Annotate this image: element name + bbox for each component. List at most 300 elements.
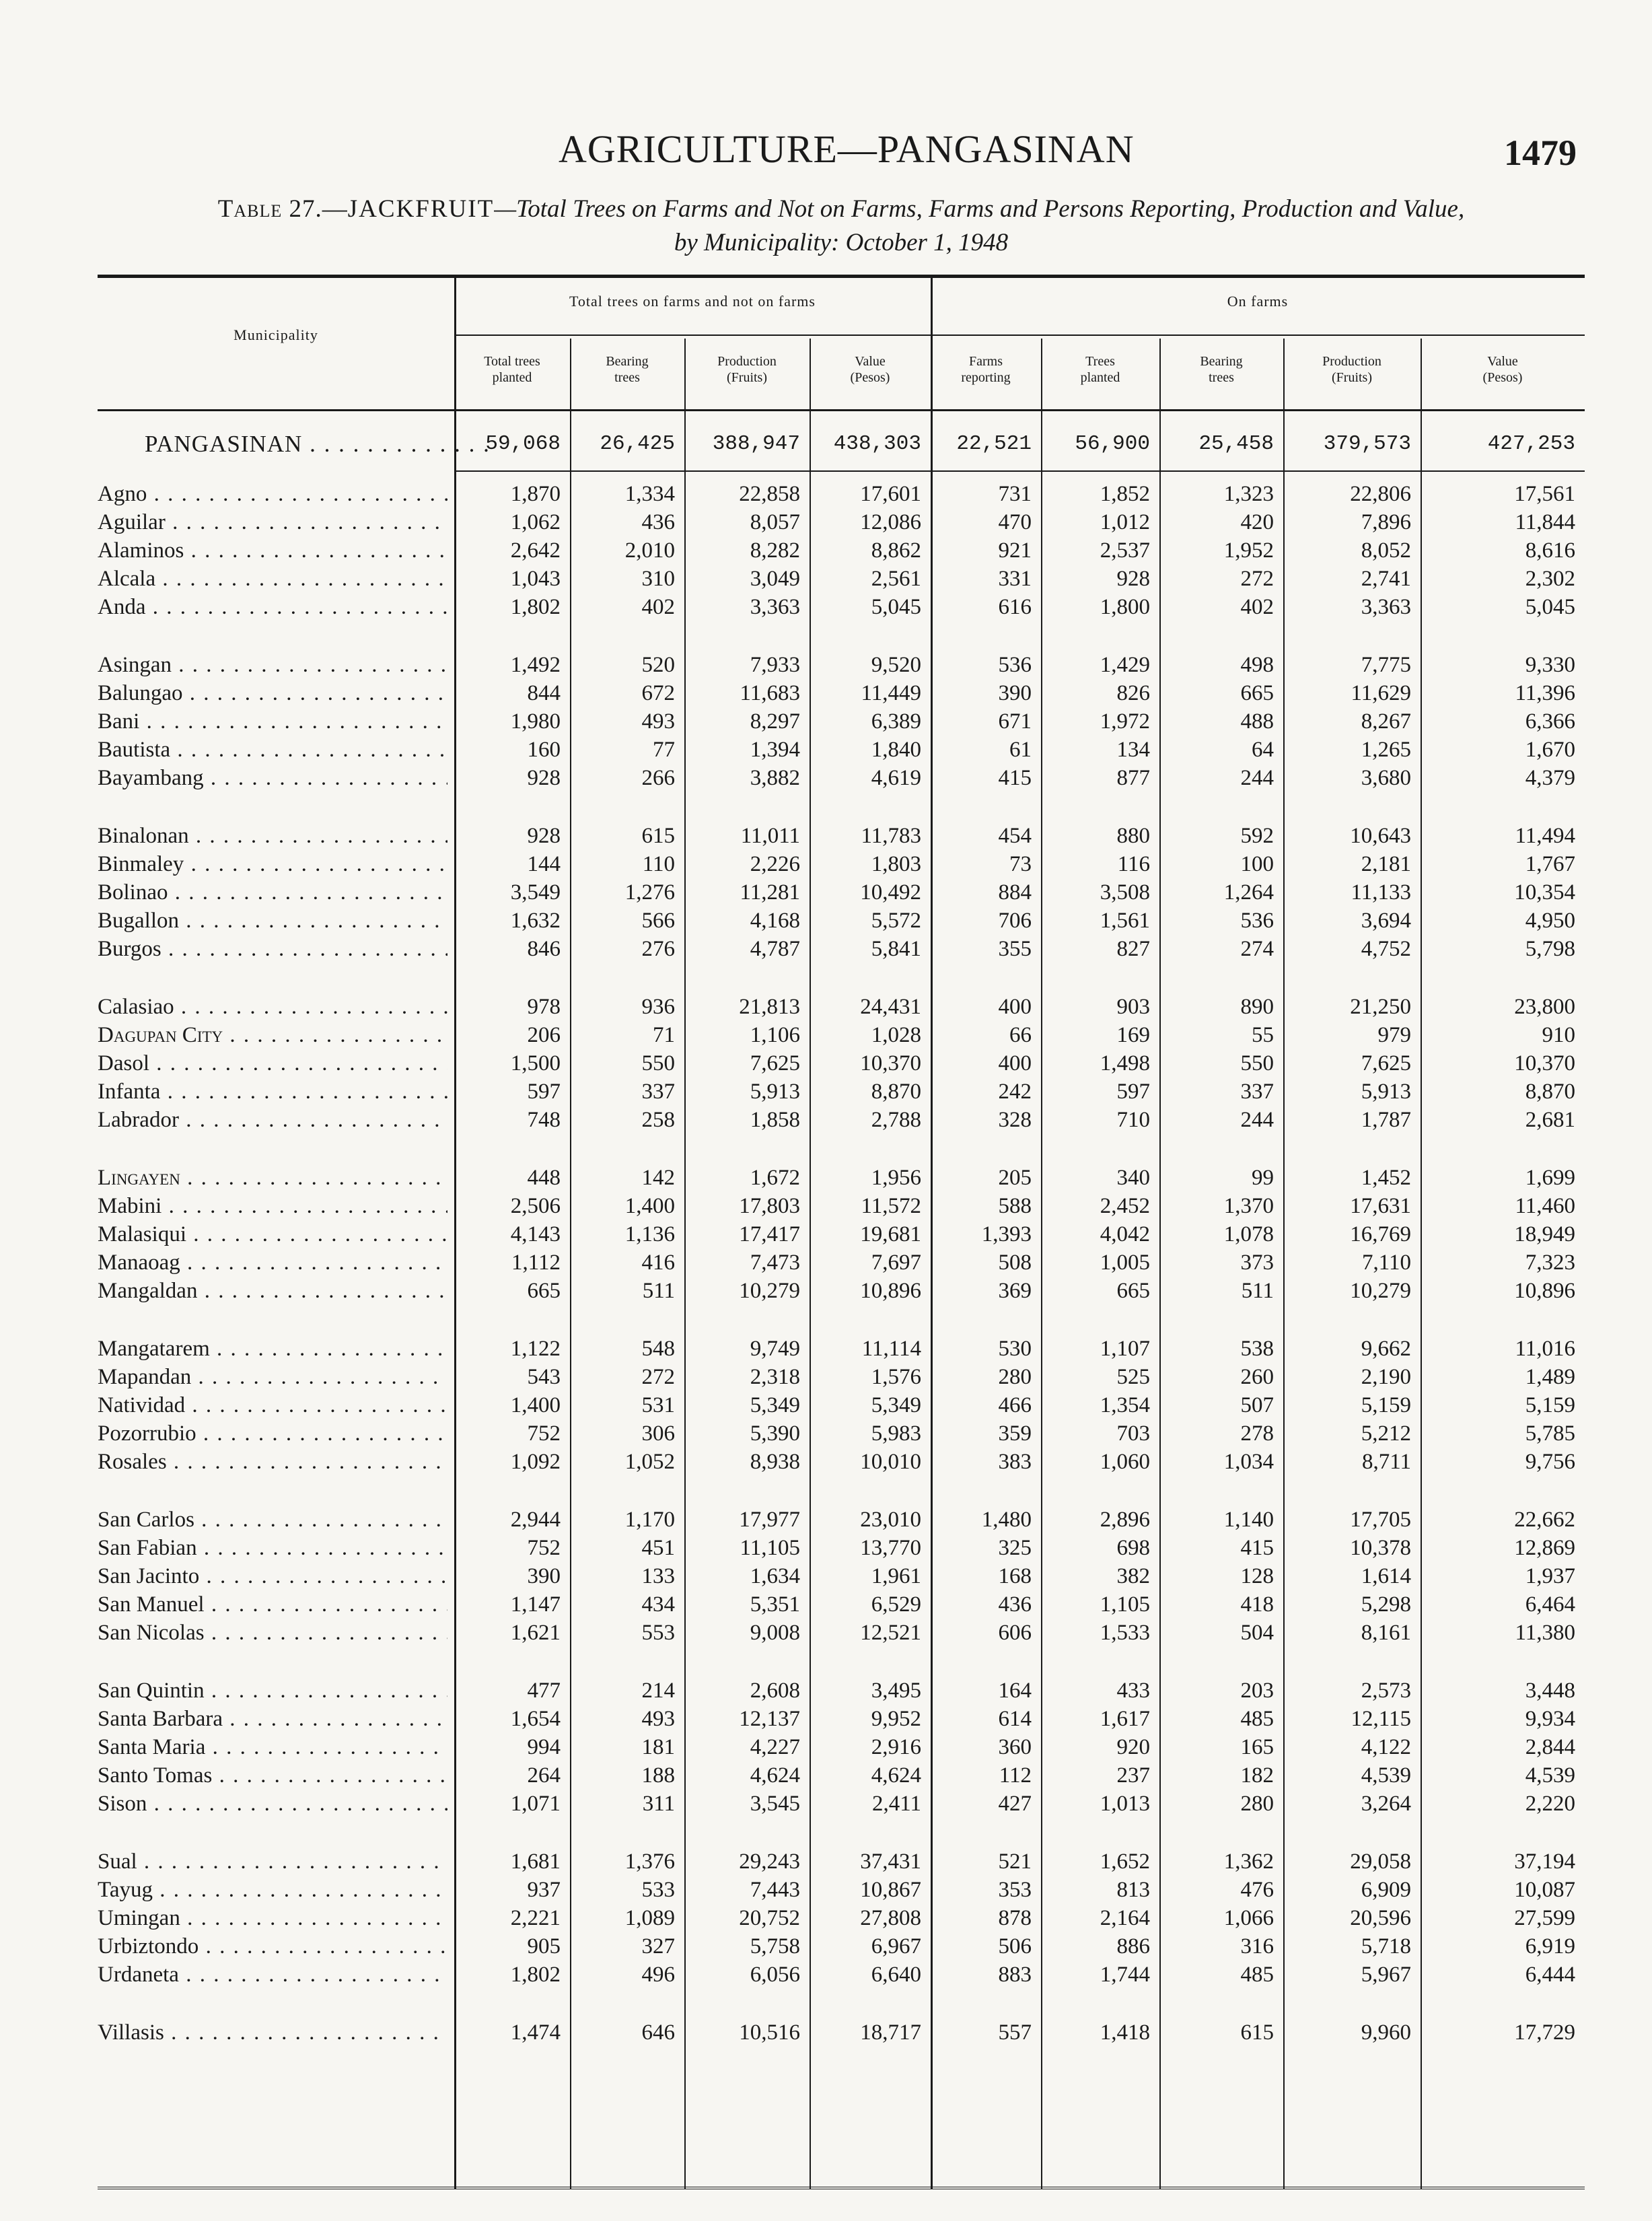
cell-production-fruits: 4,624: [750, 1763, 800, 1788]
cell-farm-trees-planted: 1,354: [1100, 1393, 1150, 1417]
total-row: [98, 430, 1585, 458]
column-header-farm-bearing-trees: [1159, 353, 1283, 386]
cell-farm-trees-planted: 525: [1116, 1365, 1150, 1389]
cell-total-trees-planted: 905: [527, 1934, 561, 1959]
cell-farm-trees-planted: 597: [1116, 1080, 1150, 1104]
cell-farm-value-pesos: 5,798: [1525, 937, 1575, 961]
cell-farm-bearing-trees: 538: [1240, 1337, 1274, 1361]
cell-farms-reporting: 883: [998, 1963, 1032, 1987]
table-row: [98, 1619, 1585, 1647]
column-header-line: reporting: [961, 370, 1011, 385]
cell-farm-production-fruits: 22,806: [1350, 482, 1411, 506]
cell-farm-production-fruits: 6,909: [1361, 1878, 1411, 1902]
cell-bearing-trees: 142: [641, 1166, 675, 1190]
municipality-name: Burgos . . .: [98, 935, 447, 963]
cell-production-fruits: 4,787: [750, 937, 800, 961]
column-header-line: planted: [492, 370, 532, 385]
cell-farm-bearing-trees: 1,140: [1223, 1508, 1274, 1532]
column-header-production-fruits: [684, 353, 810, 386]
cell-farm-trees-planted: 1,012: [1100, 510, 1150, 534]
table-subject: JACKFRUIT: [347, 195, 495, 223]
cell-value-pesos: 9,952: [871, 1707, 921, 1731]
cell-farm-trees-planted: 1,107: [1100, 1337, 1150, 1361]
cell-farm-value-pesos: 6,366: [1525, 709, 1575, 734]
municipality-name: San Jacinto . . .: [98, 1562, 447, 1590]
cell-farms-reporting: 415: [998, 766, 1032, 790]
cell-farms-reporting: 325: [998, 1536, 1032, 1560]
cell-farm-trees-planted: 237: [1116, 1763, 1150, 1788]
cell-bearing-trees: 1,400: [624, 1194, 675, 1218]
cell-farm-production-fruits: 3,264: [1361, 1792, 1411, 1816]
cell-farm-value-pesos: 8,616: [1525, 538, 1575, 563]
cell-farm-value-pesos: 17,729: [1514, 2020, 1575, 2045]
cell-bearing-trees: 272: [641, 1365, 675, 1389]
cell-farm-bearing-trees: 100: [1240, 852, 1274, 876]
cell-farm-trees-planted: 2,537: [1100, 538, 1150, 563]
cell-production-fruits: 3,545: [750, 1792, 800, 1816]
cell-farm-production-fruits: 2,190: [1361, 1365, 1411, 1389]
cell-bearing-trees: 181: [641, 1735, 675, 1759]
municipality-name: Santa Maria . . .: [98, 1733, 447, 1761]
cell-farm-value-pesos: 6,919: [1525, 1934, 1575, 1959]
column-header-bearing-trees: [570, 353, 684, 386]
column-header-line: Total trees: [484, 354, 540, 369]
table-row: [98, 679, 1585, 707]
cell-bearing-trees: 1,089: [624, 1906, 675, 1930]
jackfruit-table: [98, 275, 1585, 2189]
cell-total-trees-planted: 1,492: [510, 653, 561, 677]
cell-farm-bearing-trees: 476: [1240, 1878, 1274, 1902]
cell-value-pesos: 2,916: [871, 1735, 921, 1759]
municipality-name: Bayambang . . .: [98, 764, 447, 792]
cell-farms-reporting: 530: [998, 1337, 1032, 1361]
cell-farm-value-pesos: 1,699: [1525, 1166, 1575, 1190]
cell-production-fruits: 2,318: [750, 1365, 800, 1389]
municipality-name: Labrador . . .: [98, 1106, 447, 1134]
column-divider: [931, 278, 933, 409]
cell-value-pesos: 6,640: [871, 1963, 921, 1987]
cell-farm-trees-planted: 1,418: [1100, 2020, 1150, 2045]
cell-value-pesos: 5,045: [871, 595, 921, 619]
cell-value-pesos: 2,788: [871, 1108, 921, 1132]
cell-production-fruits: 1,858: [750, 1108, 800, 1132]
cell-farm-value-pesos: 6,464: [1525, 1592, 1575, 1617]
cell-farm-bearing-trees: 1,323: [1223, 482, 1274, 506]
cell-farm-trees-planted: 813: [1116, 1878, 1150, 1902]
cell-farm-bearing-trees: 316: [1240, 1934, 1274, 1959]
cell-farm-production-fruits: 8,052: [1361, 538, 1411, 563]
municipality-name: Sison . . .: [98, 1790, 447, 1818]
cell-total-trees-planted: 1,062: [510, 510, 561, 534]
column-header-line: Farms: [969, 354, 1003, 369]
total-rule: [454, 470, 1585, 472]
cell-value-pesos: 24,431: [860, 995, 921, 1019]
cell-farms-reporting: 383: [998, 1450, 1032, 1474]
cell-bearing-trees: 133: [641, 1564, 675, 1588]
table-row: [98, 1847, 1585, 1876]
cell-farm-production-fruits: 10,279: [1350, 1279, 1411, 1303]
cell-bearing-trees: 71: [653, 1023, 675, 1047]
cell-bearing-trees: 26,425: [600, 432, 675, 456]
cell-bearing-trees: 337: [641, 1080, 675, 1104]
cell-farms-reporting: 205: [998, 1166, 1032, 1190]
cell-total-trees-planted: 1,400: [510, 1393, 561, 1417]
municipality-name: Mapandan . . .: [98, 1363, 447, 1391]
municipality-name: Alaminos . . .: [98, 536, 447, 565]
cell-bearing-trees: 266: [641, 766, 675, 790]
cell-bearing-trees: 436: [641, 510, 675, 534]
municipality-name: Aguilar . . .: [98, 508, 447, 536]
cell-farm-production-fruits: 11,629: [1351, 681, 1411, 705]
cell-production-fruits: 17,977: [739, 1508, 800, 1532]
cell-farms-reporting: 1,393: [981, 1222, 1032, 1246]
cell-bearing-trees: 1,376: [624, 1849, 675, 1874]
cell-farm-value-pesos: 27,599: [1514, 1906, 1575, 1930]
cell-farm-value-pesos: 1,767: [1525, 852, 1575, 876]
cell-farm-production-fruits: 3,680: [1361, 766, 1411, 790]
cell-production-fruits: 5,390: [750, 1421, 800, 1446]
cell-production-fruits: 6,056: [750, 1963, 800, 1987]
cell-total-trees-planted: 1,474: [510, 2020, 561, 2045]
table-row: [98, 1790, 1585, 1818]
municipality-name: Urbiztondo . . .: [98, 1932, 447, 1961]
table-row: [98, 935, 1585, 963]
cell-farm-trees-planted: 2,452: [1100, 1194, 1150, 1218]
cell-farm-value-pesos: 11,380: [1515, 1621, 1575, 1645]
cell-total-trees-planted: 3,549: [510, 880, 561, 905]
cell-farm-production-fruits: 29,058: [1350, 1849, 1411, 1874]
cell-value-pesos: 11,449: [861, 681, 921, 705]
cell-farm-value-pesos: 2,681: [1525, 1108, 1575, 1132]
cell-value-pesos: 1,028: [871, 1023, 921, 1047]
cell-bearing-trees: 533: [641, 1878, 675, 1902]
cell-total-trees-planted: 844: [527, 681, 561, 705]
column-header-line: Value: [1487, 354, 1518, 369]
cell-total-trees-planted: 665: [527, 1279, 561, 1303]
cell-production-fruits: 17,803: [739, 1194, 800, 1218]
cell-value-pesos: 10,896: [860, 1279, 921, 1303]
cell-farm-value-pesos: 8,870: [1525, 1080, 1575, 1104]
cell-total-trees-planted: 1,980: [510, 709, 561, 734]
cell-total-trees-planted: 160: [527, 738, 561, 762]
cell-value-pesos: 6,967: [871, 1934, 921, 1959]
cell-production-fruits: 3,363: [750, 595, 800, 619]
municipality-name: Mabini . . .: [98, 1192, 447, 1220]
cell-farm-trees-planted: 920: [1116, 1735, 1150, 1759]
cell-farm-value-pesos: 11,494: [1515, 824, 1575, 848]
cell-production-fruits: 5,913: [750, 1080, 800, 1104]
cell-production-fruits: 1,394: [750, 738, 800, 762]
cell-value-pesos: 10,867: [860, 1878, 921, 1902]
municipality-name: Dagupan City . . .: [98, 1021, 447, 1049]
cell-production-fruits: 11,281: [740, 880, 800, 905]
cell-bearing-trees: 258: [641, 1108, 675, 1132]
cell-farm-production-fruits: 17,631: [1350, 1194, 1411, 1218]
table-row: [98, 878, 1585, 907]
table-bottom-rule: [98, 2187, 1585, 2191]
cell-value-pesos: 13,770: [860, 1536, 921, 1560]
cell-farms-reporting: 878: [998, 1906, 1032, 1930]
cell-production-fruits: 7,443: [750, 1878, 800, 1902]
cell-production-fruits: 11,011: [740, 824, 800, 848]
cell-farm-value-pesos: 11,844: [1515, 510, 1575, 534]
table-row: [98, 907, 1585, 935]
cell-bearing-trees: 434: [641, 1592, 675, 1617]
table-row: [98, 1164, 1585, 1192]
cell-value-pesos: 19,681: [860, 1222, 921, 1246]
cell-farm-trees-planted: 710: [1116, 1108, 1150, 1132]
cell-total-trees-planted: 752: [527, 1421, 561, 1446]
cell-farm-trees-planted: 382: [1116, 1564, 1150, 1588]
table-row: [98, 1049, 1585, 1078]
table-row: [98, 1078, 1585, 1106]
cell-farm-value-pesos: 7,323: [1525, 1250, 1575, 1275]
cell-farms-reporting: 112: [999, 1763, 1032, 1788]
cell-farms-reporting: 616: [998, 595, 1032, 619]
cell-farm-production-fruits: 8,267: [1361, 709, 1411, 734]
municipality-name: Binalonan . . .: [98, 822, 447, 850]
cell-farm-trees-planted: 4,042: [1100, 1222, 1150, 1246]
cell-value-pesos: 23,010: [860, 1508, 921, 1532]
cell-total-trees-planted: 1,632: [510, 909, 561, 933]
cell-farms-reporting: 164: [998, 1679, 1032, 1703]
group-header-on-farms: On farms: [1227, 293, 1289, 310]
cell-production-fruits: 5,351: [750, 1592, 800, 1617]
table-row: [98, 1248, 1585, 1277]
cell-value-pesos: 11,114: [861, 1337, 921, 1361]
cell-production-fruits: 4,227: [750, 1735, 800, 1759]
cell-production-fruits: 3,049: [750, 567, 800, 591]
municipality-name: Natividad . . .: [98, 1391, 447, 1419]
table-row: [98, 1705, 1585, 1733]
cell-farm-value-pesos: 2,302: [1525, 567, 1575, 591]
cell-farm-production-fruits: 7,896: [1361, 510, 1411, 534]
cell-farms-reporting: 353: [998, 1878, 1032, 1902]
cell-farm-value-pesos: 4,539: [1525, 1763, 1575, 1788]
table-row: [98, 480, 1585, 508]
cell-bearing-trees: 310: [641, 567, 675, 591]
cell-farm-trees-planted: 928: [1116, 567, 1150, 591]
cell-farms-reporting: 536: [998, 653, 1032, 677]
table-row: [98, 707, 1585, 736]
cell-farm-bearing-trees: 1,034: [1223, 1450, 1274, 1474]
cell-value-pesos: 5,349: [871, 1393, 921, 1417]
cell-production-fruits: 388,947: [712, 432, 800, 456]
cell-farm-bearing-trees: 274: [1240, 937, 1274, 961]
cell-farm-trees-planted: 1,533: [1100, 1621, 1150, 1645]
cell-farm-trees-planted: 1,561: [1100, 909, 1150, 933]
cell-farm-bearing-trees: 592: [1240, 824, 1274, 848]
cell-farm-production-fruits: 1,265: [1361, 738, 1411, 762]
municipality-name: Sual . . .: [98, 1847, 447, 1876]
cell-value-pesos: 8,870: [871, 1080, 921, 1104]
cell-total-trees-planted: 2,642: [510, 538, 561, 563]
municipality-name: Santo Tomas . . .: [98, 1761, 447, 1790]
cell-farm-value-pesos: 18,949: [1514, 1222, 1575, 1246]
cell-production-fruits: 3,882: [750, 766, 800, 790]
cell-value-pesos: 1,961: [871, 1564, 921, 1588]
cell-bearing-trees: 402: [641, 595, 675, 619]
cell-farm-trees-planted: 1,105: [1100, 1592, 1150, 1617]
table-row: [98, 1419, 1585, 1448]
cell-value-pesos: 12,521: [860, 1621, 921, 1645]
cell-production-fruits: 8,297: [750, 709, 800, 734]
cell-bearing-trees: 188: [641, 1763, 675, 1788]
municipality-name: Bautista . . .: [98, 736, 447, 764]
group-rule: [454, 334, 1585, 336]
column-header-line: (Pesos): [850, 370, 890, 385]
cell-production-fruits: 8,057: [750, 510, 800, 534]
cell-value-pesos: 27,808: [860, 1906, 921, 1930]
table-row: [98, 2018, 1585, 2047]
table-row: [98, 1220, 1585, 1248]
cell-farm-trees-planted: 2,164: [1100, 1906, 1150, 1930]
cell-farms-reporting: 73: [1009, 852, 1032, 876]
cell-farm-production-fruits: 10,643: [1350, 824, 1411, 848]
cell-farms-reporting: 521: [998, 1849, 1032, 1874]
cell-total-trees-planted: 477: [527, 1679, 561, 1703]
cell-farm-production-fruits: 3,694: [1361, 909, 1411, 933]
cell-farms-reporting: 506: [998, 1934, 1032, 1959]
cell-bearing-trees: 416: [641, 1250, 675, 1275]
cell-total-trees-planted: 264: [527, 1763, 561, 1788]
cell-production-fruits: 4,168: [750, 909, 800, 933]
cell-bearing-trees: 327: [641, 1934, 675, 1959]
cell-farm-trees-planted: 56,900: [1075, 432, 1150, 456]
cell-bearing-trees: 548: [641, 1337, 675, 1361]
cell-farm-production-fruits: 3,363: [1361, 595, 1411, 619]
cell-farm-bearing-trees: 511: [1241, 1279, 1274, 1303]
cell-farm-bearing-trees: 55: [1252, 1023, 1274, 1047]
cell-farm-production-fruits: 2,741: [1361, 567, 1411, 591]
cell-total-trees-planted: 978: [527, 995, 561, 1019]
table-header: [98, 278, 1585, 411]
cell-bearing-trees: 531: [641, 1393, 675, 1417]
table-row: [98, 1506, 1585, 1534]
cell-value-pesos: 6,389: [871, 709, 921, 734]
cell-farm-trees-planted: 1,652: [1100, 1849, 1150, 1874]
municipality-name: Alcala . . .: [98, 565, 447, 593]
cell-total-trees-planted: 1,043: [510, 567, 561, 591]
column-header-line: (Fruits): [727, 370, 767, 385]
cell-total-trees-planted: 928: [527, 824, 561, 848]
cell-bearing-trees: 306: [641, 1421, 675, 1446]
column-header-line: (Pesos): [1482, 370, 1523, 385]
cell-total-trees-planted: 752: [527, 1536, 561, 1560]
cell-farm-trees-planted: 116: [1117, 852, 1150, 876]
cell-total-trees-planted: 1,870: [510, 482, 561, 506]
municipality-name: Urdaneta . . .: [98, 1961, 447, 1989]
cell-farm-production-fruits: 1,787: [1361, 1108, 1411, 1132]
cell-production-fruits: 2,608: [750, 1679, 800, 1703]
cell-farms-reporting: 436: [998, 1592, 1032, 1617]
cell-total-trees-planted: 144: [527, 852, 561, 876]
cell-farm-bearing-trees: 1,952: [1223, 538, 1274, 563]
cell-farm-bearing-trees: 244: [1240, 766, 1274, 790]
cell-farm-production-fruits: 8,161: [1361, 1621, 1411, 1645]
cell-farm-value-pesos: 22,662: [1514, 1508, 1575, 1532]
cell-bearing-trees: 110: [642, 852, 675, 876]
cell-farms-reporting: 606: [998, 1621, 1032, 1645]
cell-bearing-trees: 496: [641, 1963, 675, 1987]
cell-farm-trees-planted: 3,508: [1100, 880, 1150, 905]
cell-farms-reporting: 22,521: [956, 432, 1032, 456]
cell-farm-production-fruits: 1,452: [1361, 1166, 1411, 1190]
cell-farm-production-fruits: 17,705: [1350, 1508, 1411, 1532]
cell-farms-reporting: 706: [998, 909, 1032, 933]
cell-production-fruits: 7,473: [750, 1250, 800, 1275]
cell-farms-reporting: 454: [998, 824, 1032, 848]
cell-farm-production-fruits: 4,539: [1361, 1763, 1411, 1788]
cell-value-pesos: 1,956: [871, 1166, 921, 1190]
municipality-name: Malasiqui . . .: [98, 1220, 447, 1248]
cell-farm-bearing-trees: 280: [1240, 1792, 1274, 1816]
municipality-name: Rosales . . .: [98, 1448, 447, 1476]
cell-farms-reporting: 614: [998, 1707, 1032, 1731]
cell-total-trees-planted: 2,944: [510, 1508, 561, 1532]
cell-farm-bearing-trees: 615: [1240, 2020, 1274, 2045]
cell-total-trees-planted: 597: [527, 1080, 561, 1104]
cell-farms-reporting: 66: [1009, 1023, 1032, 1047]
cell-farm-value-pesos: 4,379: [1525, 766, 1575, 790]
municipality-name: Asingan . . .: [98, 651, 447, 679]
cell-farm-value-pesos: 12,869: [1514, 1536, 1575, 1560]
cell-farm-production-fruits: 20,596: [1350, 1906, 1411, 1930]
cell-farm-production-fruits: 5,913: [1361, 1080, 1411, 1104]
cell-farm-bearing-trees: 99: [1252, 1166, 1274, 1190]
cell-farm-value-pesos: 23,800: [1514, 995, 1575, 1019]
cell-value-pesos: 18,717: [860, 2020, 921, 2045]
cell-farm-bearing-trees: 1,078: [1223, 1222, 1274, 1246]
cell-production-fruits: 1,634: [750, 1564, 800, 1588]
cell-bearing-trees: 311: [642, 1792, 675, 1816]
cell-value-pesos: 1,803: [871, 852, 921, 876]
cell-farm-bearing-trees: 64: [1252, 738, 1274, 762]
cell-farm-bearing-trees: 278: [1240, 1421, 1274, 1446]
cell-production-fruits: 1,672: [750, 1166, 800, 1190]
cell-farm-bearing-trees: 665: [1240, 681, 1274, 705]
cell-production-fruits: 20,752: [739, 1906, 800, 1930]
table-row: [98, 1448, 1585, 1476]
cell-bearing-trees: 493: [641, 1707, 675, 1731]
column-header-value-pesos: [810, 353, 931, 386]
column-header-line: Trees: [1085, 354, 1115, 369]
municipality-name: Bolinao . . .: [98, 878, 447, 907]
municipality-name: San Fabian . . .: [98, 1534, 447, 1562]
municipality-name: Tayug . . .: [98, 1876, 447, 1904]
cell-farms-reporting: 242: [998, 1080, 1032, 1104]
running-head: AGRICULTURE—PANGASINAN: [559, 127, 1135, 171]
cell-farm-bearing-trees: 203: [1240, 1679, 1274, 1703]
cell-bearing-trees: 520: [641, 653, 675, 677]
cell-total-trees-planted: 1,802: [510, 595, 561, 619]
page-number: 1479: [1504, 133, 1577, 173]
cell-bearing-trees: 2,010: [624, 538, 675, 563]
municipality-name: Bani . . .: [98, 707, 447, 736]
cell-production-fruits: 7,625: [750, 1051, 800, 1076]
cell-value-pesos: 9,520: [871, 653, 921, 677]
cell-farm-trees-planted: 703: [1116, 1421, 1150, 1446]
cell-production-fruits: 1,106: [750, 1023, 800, 1047]
column-header-line: Value: [855, 354, 886, 369]
municipality-name: Bugallon . . .: [98, 907, 447, 935]
column-header-total-trees-planted: [454, 353, 570, 386]
cell-value-pesos: 2,411: [871, 1792, 921, 1816]
cell-value-pesos: 438,303: [833, 432, 921, 456]
cell-farm-trees-planted: 1,800: [1100, 595, 1150, 619]
cell-total-trees-planted: 928: [527, 766, 561, 790]
cell-bearing-trees: 493: [641, 709, 675, 734]
